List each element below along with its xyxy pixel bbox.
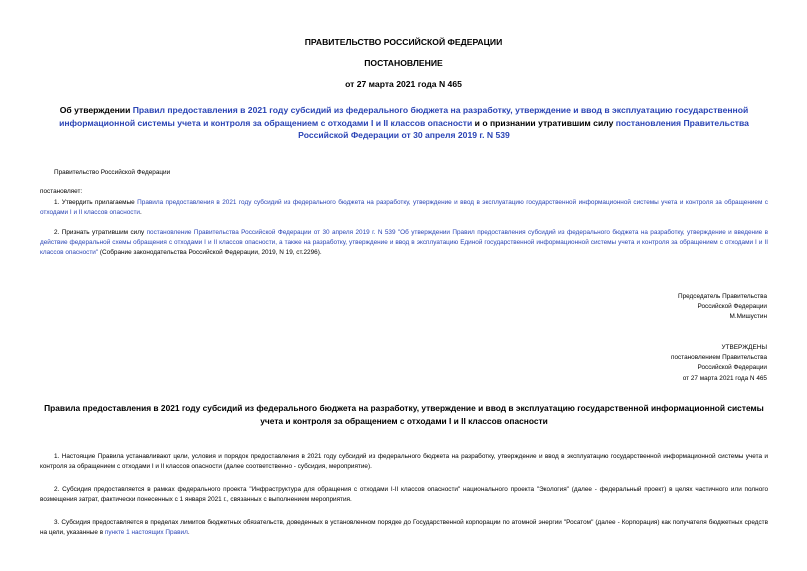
rules-title: Правила предоставления в 2021 году субсидий из федерального бюджета на разработку, утверждение и ввод в эксплуатацию государственной информационной системы учета и контроля за обращением с отходами I и II классов опасности — [44, 403, 764, 426]
rule-3-point-link[interactable]: пункте 1 настоящих Правил — [104, 529, 188, 537]
government-line: Правительство Российской Федерации — [54, 169, 171, 176]
approval-block — [671, 343, 767, 384]
approval-country: Российской Федерации — [697, 364, 767, 372]
rules-link[interactable]: Правил предоставления в 2021 году субсидий из федерального бюджета на разработку, утверждение и ввод в эксплуатацию государственной информационной системы учета и контроля за обращением с отходами I и II классов опасности — [59, 105, 749, 128]
decrees-line: постановляет: — [40, 188, 83, 195]
rule-3-prefix: 3. Субсидия предоставляется в пределах лимитов бюджетных обязательств, доведенных в установленном порядке до Государственной корпорации по атомной энергии "Росатом" (далее - Корпорация) как получателя бюджетных средств на цели, указанные в — [40, 519, 768, 537]
paragraph-2 — [40, 228, 768, 259]
government-heading: ПРАВИТЕЛЬСТВО РОССИЙСКОЙ ФЕДЕРАЦИИ — [304, 37, 503, 47]
rule-3-suffix: . — [187, 529, 190, 537]
document-date-number: от 27 марта 2021 года N 465 — [345, 79, 462, 89]
repealed-decree-link[interactable]: постановления Правительства Российской Федерации от 30 апреля 2019 г. N 539 — [298, 117, 749, 140]
approval-label: УТВЕРЖДЕНЫ — [721, 344, 767, 351]
paragraph-1-suffix: . — [140, 209, 142, 217]
rule-2: 2. Субсидия предоставляется в рамках федерального проекта "Инфраструктура для обращения с отходами I-II классов опасности" национального проекта "Экология" (далее - федеральный проект) в целях частичного или полного возмещения затрат, фактически понесенных с 1 января 2021 г., связанных с выполнением мероприятия. — [40, 486, 768, 504]
rule-1: 1. Настоящие Правила устанавливают цели, условия и порядок предоставления в 2021 году субсидий из федерального бюджета на разработку, утверждение и ввод в эксплуатацию государственной информационной системы учета и контроля за обращением с отходами I и II классов опасности (далее соответственно - субсидия, мероприятие). — [40, 453, 768, 471]
paragraph-2-suffix: (Собрание законодательства Российской Федерации, 2019, N 19, ст.2296). — [98, 249, 322, 257]
approval-by: постановлением Правительства — [671, 354, 767, 362]
title-middle: и о признании утратившим силу — [472, 117, 616, 128]
paragraph-1-prefix: 1. Утвердить прилагаемые — [54, 199, 138, 206]
paragraph-2-prefix: 2. Признать утратившим силу — [54, 229, 147, 236]
signature-name: М.Мишустин — [729, 313, 767, 321]
title-prefix: Об утверждении — [59, 105, 133, 115]
signature-position: Председатель Правительства — [678, 293, 767, 300]
document-type: ПОСТАНОВЛЕНИЕ — [364, 58, 443, 68]
paragraph-2-decree-link[interactable]: постановление Правительства Российской Федерации от 30 апреля 2019 г. N 539 "Об утверждении Правил предоставления субсидий из федерального бюджета на разработку, утверждение и введение в действие федеральной схемы обращения с отходами I и II классов опасности, а также на разработку, утверждение и ввод в эксплуатацию Единой государственной информационной системы учета и контроля за обращением с отходами I и II классов опасности" — [40, 229, 768, 257]
signature-block — [678, 292, 767, 323]
paragraph-1-rules-link[interactable]: Правила предоставления в 2021 году субсидий из федерального бюджета на разработку, утверждение и ввод в эксплуатацию государственной информационной системы учета и контроля за обращением с отходами I и II классов опасности — [40, 199, 768, 217]
signature-country: Российской Федерации — [697, 303, 767, 311]
paragraph-1 — [40, 198, 768, 218]
rule-3 — [40, 518, 768, 538]
decree-title — [40, 104, 768, 142]
approval-date: от 27 марта 2021 года N 465 — [682, 374, 767, 382]
